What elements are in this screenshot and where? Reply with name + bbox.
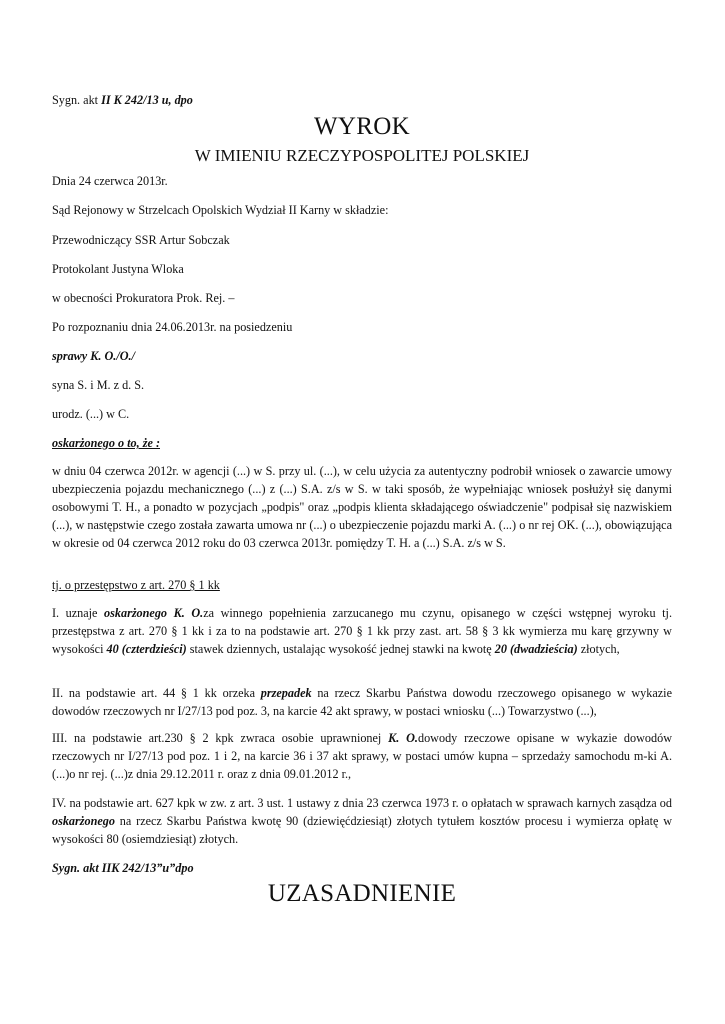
- verdict-point-3-text: III. na podstawie art.230 § 2 kpk zwraca osobie uprawnionej: [52, 731, 389, 745]
- document-subtitle: W IMIENIU RZECZYPOSPOLITEJ POLSKIEJ: [194, 146, 530, 165]
- verdict-point-1-text: złotych,: [577, 641, 620, 656]
- verdict-point-1-text: stawek dziennych, ustalając wysokość jednej stawki na kwotę: [186, 641, 495, 656]
- charge-description: w dniu 04 czerwca 2012r. w agencji (...) w S. przy ul. (...), w celu użycia za autentyczny podrobił wniosek o zawarcie umowy ubezpieczenia pojazdu mechanicznego (...) z (...) S.A. z/s w S. w taki sposób, że wypełniając wniosek posłużył się danymi osobowymi T. H., a ponadto w pozycjach „podpis" oraz „podpis klienta składającego oświadczenie" podpisał się nazwiskiem (...), w następstwie czego została zawarta umowa nr (...) o ubezpieczenie pojazdu marki A. (...) o nr rej OK. (...), obowiązująca w okresie od 04 czerwca 2012 roku do 03 czerwca 2013r. pomiędzy T. H. a (...) S.A. z/s w S.: [52, 464, 672, 550]
- verdict-point-3-text: dowody rzeczowe opisane w wykazie dowodów rzeczowych nr I/27/13 pod poz. 1 i 2, na karcie 36 i 37 akt sprawy, w postaci umów kupna – sprzedaży samochodu m-ki A. (...)o nr rej. (...)z dnia 29.12.2011 r. oraz z dnia 09.01.2012 r.,: [52, 731, 673, 781]
- daily-rate-amount: 20 (dwadzieścia): [494, 641, 578, 656]
- case-signature-prefix: Sygn. akt: [52, 93, 102, 107]
- hearing-date: Po rozpoznaniu dnia 24.06.2013r. na posiedzeniu: [52, 320, 293, 334]
- forfeiture-emphasis: przepadek: [260, 686, 312, 700]
- accused-emphasis: oskarżonego: [52, 813, 115, 828]
- offense-reference: tj. o przestępstwo z art. 270 § 1 kk: [52, 578, 220, 592]
- court-composition: Sąd Rejonowy w Strzelcach Opolskich Wydział II Karny w składzie:: [52, 203, 389, 217]
- court-clerk: Protokolant Justyna Wloka: [52, 262, 184, 276]
- verdict-point-1-text: za winnego popełnienia zarzucanego mu czynu, opisanego w części wstępnej wyroku tj. przestępstwa z art. 270 § 1 kk i za to na podstawie art. 270 § 1 kk przy zast. art. 58 § 3 kk wymierza mu karę grzywny w wysokości: [52, 606, 672, 656]
- accused-heading: oskarżonego o to, że :: [52, 436, 160, 450]
- footer-case-signature: Sygn. akt IIK 242/13”u”dpo: [52, 861, 194, 875]
- verdict-point-3: [52, 730, 672, 784]
- verdict-point-4-text: IV. na podstawie art. 627 kpk w zw. z art. 3 ust. 1 ustawy z dnia 23 czerwca 1973 r. o opłatach w sprawach karnych zasądza od: [52, 796, 672, 810]
- parentage: syna S. i M. z d. S.: [52, 378, 145, 392]
- judgment-date: Dnia 24 czerwca 2013r.: [52, 174, 168, 188]
- accused-name-emphasis: oskarżonego K. O.: [104, 606, 204, 620]
- verdict-point-4-text: na rzecz Skarbu Państwa kwotę 90 (dziewięćdziesiąt) złotych tytułem kosztów procesu i wymierza opłatę w wysokości 80 (osiemdziesiąt) złotych.: [52, 813, 672, 846]
- document-title: WYROK: [314, 113, 410, 140]
- verdict-point-1: [52, 605, 672, 659]
- case-name: sprawy K. O./O./: [52, 349, 135, 363]
- daily-rates-count: 40 (czterdzieści): [106, 641, 187, 656]
- case-signature: [52, 91, 193, 109]
- verdict-point-1-text: I. uznaje: [52, 606, 105, 620]
- prosecutor-presence: w obecności Prokuratora Prok. Rej. –: [52, 291, 235, 305]
- verdict-point-2-text: na rzecz Skarbu Państwa dowodu rzeczowego opisanego w wykazie dowodów rzeczowych nr I/27/13 pod poz. 3, na karcie 42 akt sprawy, w postaci wniosku (...) Towarzystwo (...),: [52, 686, 672, 718]
- birth-info: urodz. (...) w C.: [52, 407, 130, 421]
- reasons-title: UZASADNIENIE: [267, 880, 457, 907]
- presiding-judge: Przewodniczący SSR Artur Sobczak: [52, 233, 230, 247]
- verdict-point-2: [52, 685, 672, 721]
- entitled-person-emphasis: K. O.: [388, 731, 418, 745]
- verdict-point-2-text: II. na podstawie art. 44 § 1 kk orzeka: [52, 686, 261, 700]
- verdict-point-4: [52, 795, 672, 849]
- case-signature-number: II K 242/13 u, dpo: [101, 93, 193, 107]
